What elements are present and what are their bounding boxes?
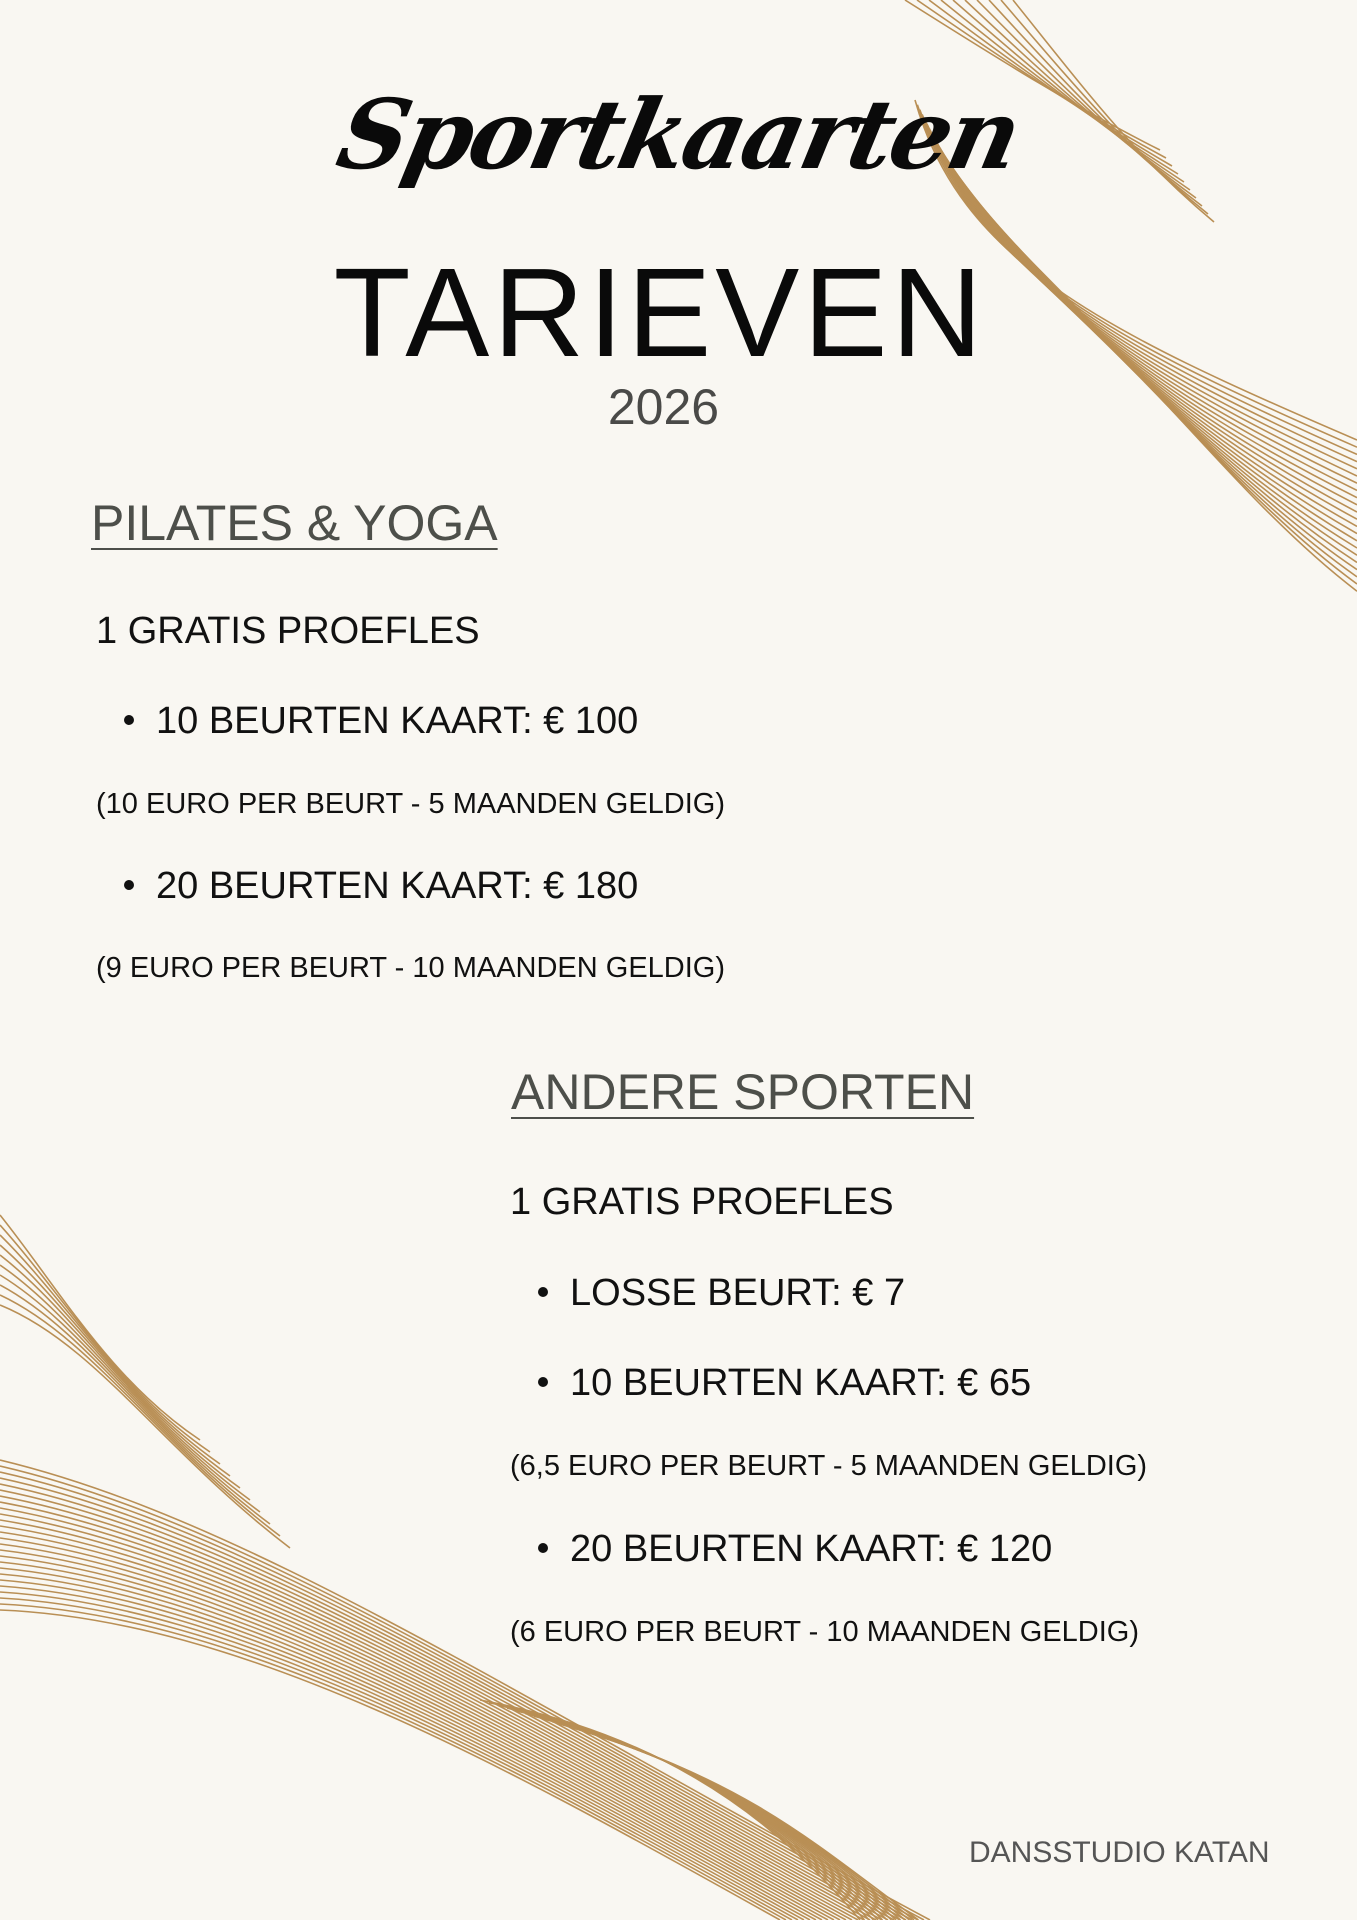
gold-strand (0, 1225, 210, 1452)
gold-strand (0, 1265, 250, 1500)
gold-strand (543, 1719, 892, 1920)
year: 2026 (607, 379, 720, 435)
gold-strand (588, 1732, 914, 1920)
price-note: (9 EURO PER BEURT - 10 MAANDEN GELDIG) (96, 952, 726, 984)
gold-strand (0, 1550, 840, 1920)
price-note: (6 EURO PER BEURT - 10 MAANDEN GELDIG) (510, 1616, 1140, 1648)
gold-strand (0, 1285, 270, 1524)
price-note: (10 EURO PER BEURT - 5 MAANDEN GELDIG) (96, 788, 726, 820)
bullet-icon (538, 1377, 548, 1387)
price-item (124, 865, 638, 908)
price-label: 10 BEURTEN KAART: € 100 (156, 700, 639, 742)
gold-strand (0, 1556, 834, 1920)
gold-strand (561, 1724, 901, 1920)
gold-strand (0, 1245, 230, 1476)
section-heading-andere-sporten: ANDERE SPORTEN (511, 1064, 975, 1120)
section-heading-pilates-yoga: PILATES & YOGA (91, 495, 498, 551)
gold-strand (0, 1255, 240, 1488)
price-label: 10 BEURTEN KAART: € 65 (570, 1362, 1032, 1404)
gold-strand (489, 1703, 865, 1920)
gold-strand (516, 1711, 878, 1920)
gold-strand (507, 1708, 874, 1920)
gold-strand (480, 1700, 860, 1920)
price-label: LOSSE BEURT: € 7 (570, 1272, 906, 1314)
gold-strand (0, 1610, 780, 1920)
price-label: 20 BEURTEN KAART: € 120 (570, 1528, 1053, 1570)
gold-strand (0, 1526, 864, 1920)
trial-lesson-pilates: 1 GRATIS PROEFLES (96, 610, 480, 652)
gold-strand (0, 1295, 280, 1536)
gold-strand (0, 1215, 200, 1440)
bullet-icon (538, 1287, 548, 1297)
price-item (538, 1362, 1031, 1405)
price-item (124, 700, 638, 743)
gold-strand (597, 1735, 919, 1920)
gold-strand (0, 1275, 260, 1512)
gold-strand (0, 1544, 846, 1920)
script-title: Sportkaarten (328, 78, 1029, 191)
price-item (538, 1528, 1052, 1571)
gold-strand (0, 1532, 858, 1920)
price-note: (6,5 EURO PER BEURT - 5 MAANDEN GELDIG) (510, 1450, 1148, 1482)
trial-lesson-andere: 1 GRATIS PROEFLES (510, 1181, 894, 1223)
gold-strand (570, 1727, 905, 1920)
price-label: 20 BEURTEN KAART: € 180 (156, 865, 639, 907)
gold-strand (552, 1722, 896, 1920)
gold-strand (0, 1235, 220, 1464)
price-item (538, 1272, 905, 1315)
bullet-icon (538, 1543, 548, 1553)
gold-strand (0, 1538, 852, 1920)
footer-brand: DANSSTUDIO KATAN (969, 1836, 1270, 1869)
bullet-icon (124, 880, 134, 890)
gold-strand (579, 1730, 910, 1920)
bullet-icon (124, 715, 134, 725)
gold-strand (498, 1705, 869, 1920)
page-title: TARIEVEN (333, 242, 987, 383)
gold-strand (525, 1714, 883, 1920)
gold-strand (0, 1604, 786, 1920)
gold-strand (0, 1305, 290, 1548)
gold-strand (534, 1716, 887, 1920)
gold-strand (0, 1514, 876, 1920)
gold-strand (0, 1520, 870, 1920)
